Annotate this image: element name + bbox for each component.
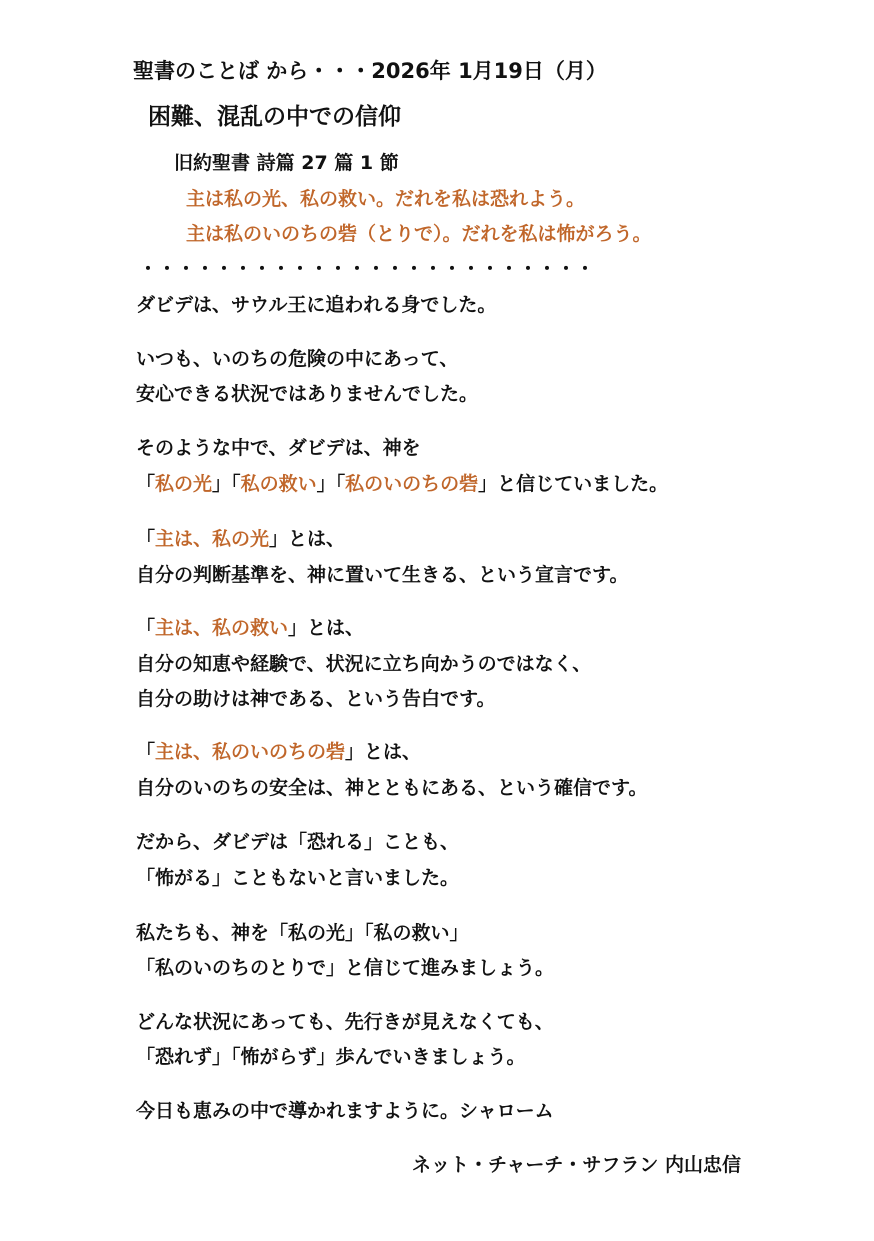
quote-close: 」 (212, 473, 232, 495)
body-line-highlighted (136, 615, 364, 641)
body-line: ダビデは、サウル王に追われる身でした。 (136, 294, 497, 316)
body-line: 「怖がる」こともないと言いました。 (136, 867, 460, 889)
quote-open: 「 (136, 741, 156, 763)
highlight-phrase: 私のいのちの砦 (345, 473, 479, 495)
body-line-highlighted (136, 739, 421, 765)
body-line: 自分の知恵や経験で、状況に立ち向かうのではなく、 (136, 653, 592, 675)
body-line: そのような中で、ダビデは、神を (136, 437, 421, 459)
body-line: だから、ダビデは「恐れる」ことも、 (136, 831, 460, 853)
quote-close: 」 (478, 473, 498, 495)
dotted-separator: ・・・・・・・・・・・・・・・・・・・・・・・・ (139, 259, 595, 280)
verse-line-1: 主は私の光、私の救い。だれを私は恐れよう。 (186, 188, 586, 210)
body-text: 」とは、 (345, 741, 422, 763)
quote-open: 「 (136, 473, 156, 495)
body-line: 私たちも、神を「私の光」「私の救い」 (136, 922, 469, 944)
quote-open: 「 (136, 528, 156, 550)
body-line: どんな状況にあっても、先行きが見えなくても、 (136, 1011, 554, 1033)
highlight-phrase: 主は、私の救い (155, 617, 289, 639)
body-text: 」とは、 (269, 528, 346, 550)
body-line: 安心できる状況ではありませんでした。 (136, 383, 479, 405)
body-line: 自分の助けは神である、という告白です。 (136, 688, 496, 710)
quote-close: 」 (316, 473, 336, 495)
highlight-phrase: 私の救い (240, 473, 317, 495)
verse-line-2: 主は私のいのちの砦（とりで）。だれを私は怖がろう。 (186, 223, 652, 245)
body-line: 自分の判断基準を、神に置いて生きる、という宣言です。 (136, 564, 629, 586)
highlight-phrase: 主は、私の光 (155, 528, 270, 550)
quote-open: 「 (231, 473, 241, 495)
highlight-phrase: 主は、私のいのちの砦 (155, 741, 346, 763)
closing-blessing: 今日も恵みの中で導かれますように。シャローム (136, 1100, 554, 1122)
body-line: 「私のいのちのとりで」と信じて進みましょう。 (136, 957, 555, 979)
sermon-title: 困難、混乱の中での信仰 (148, 104, 401, 130)
highlight-phrase: 私の光 (155, 473, 213, 495)
quote-open: 「 (136, 617, 156, 639)
body-line-highlighted (136, 526, 345, 552)
body-line: 「恐れず」「怖がらず」歩んでいきましょう。 (136, 1046, 526, 1068)
header-title: 聖書のことば から・・・2026年 1月19日（月） (133, 59, 607, 83)
body-line: いつも、いのちの危険の中にあって、 (136, 348, 459, 370)
scripture-reference: 旧約聖書 詩篇 27 篇 1 節 (174, 152, 399, 174)
body-line: 自分のいのちの安全は、神とともにある、という確信です。 (136, 777, 648, 799)
body-text: と信じていました。 (497, 473, 669, 495)
body-text: 」とは、 (288, 617, 365, 639)
quote-open: 「 (335, 473, 346, 495)
body-line-highlighted (136, 471, 668, 497)
signature: ネット・チャーチ・サフラン 内山忠信 (412, 1154, 742, 1176)
